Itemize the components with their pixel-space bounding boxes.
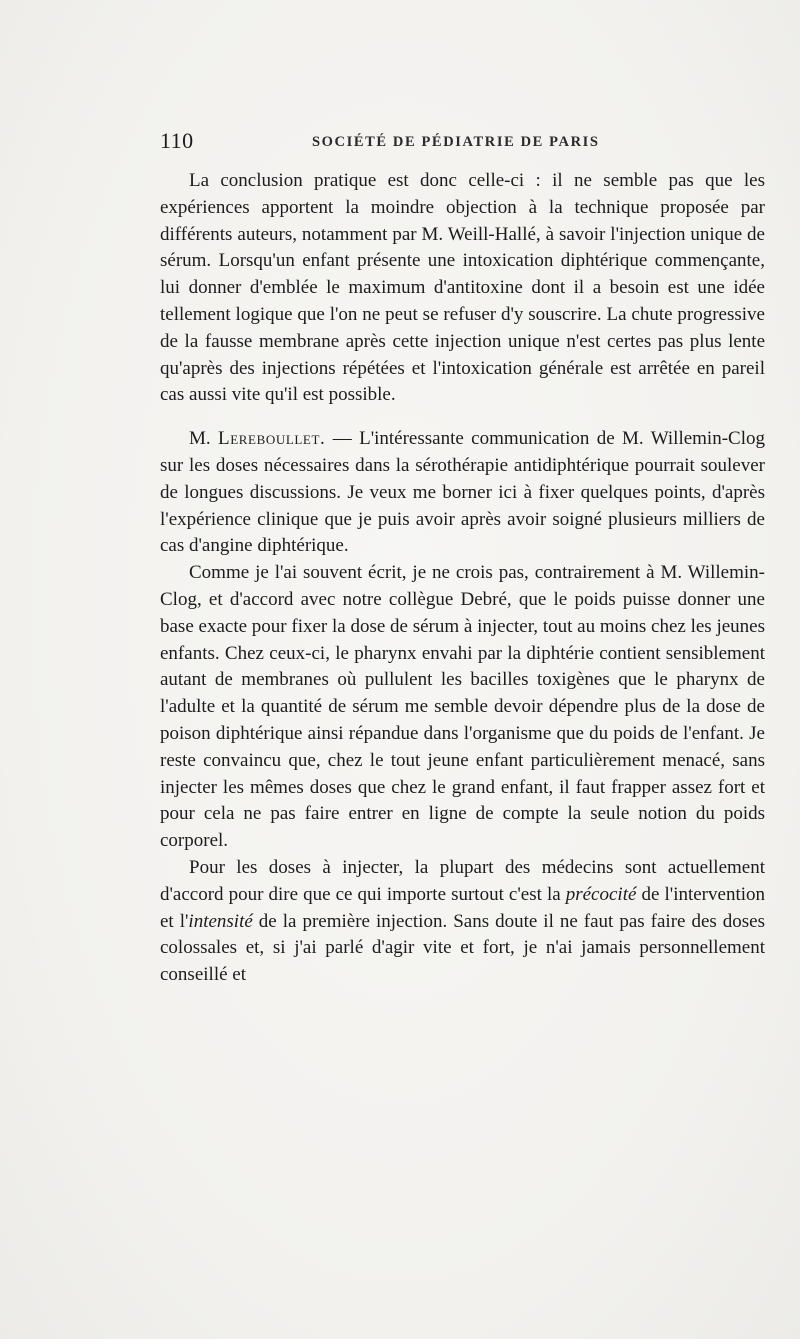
italic-intensite: intensité — [188, 910, 253, 932]
paragraph-text-middle: de l'intervention et l' — [160, 883, 766, 932]
paragraph-conclusion: La conclusion pratique est donc celle-ci : il ne semble pas que les expériences apportent la moindre objection à la technique proposée par différents auteurs, notamment par M. Weill-Hallé, à savoir l'injection unique de sérum. Lorsqu'un enfant présente une intoxication diphtérique commençante, lui donner d'emblée le maximum d'antitoxine dont il a besoin est une idée tellement logique que l'on ne peut se refuser d'y souscrire. La chute progressive de la fausse membrane après cette injection unique n'est certes pas plus lente qu'après des injections répétées et l'intoxication générale est arrêtée en pareil cas aussi vite qu'il est possible. — [160, 170, 765, 406]
speaker-name: Lereboullet. — [218, 428, 326, 450]
article-body — [160, 168, 765, 989]
paragraph-text-before: Pour les doses à injecter, la plupart des médecins sont actuellement d'accord pour dire que ce qui importe surtout c'est la — [160, 856, 765, 905]
speaker-prefix: M. — [189, 428, 219, 450]
paragraph-doses — [160, 855, 765, 989]
page-number: 110 — [160, 128, 194, 153]
paragraph-weight-dose: Comme je l'ai souvent écrit, je ne crois pas, contrairement à M. Willemin-Clog, et d'accord avec notre collègue Debré, que le poids puisse donner une base exacte pour fixer la dose de sérum à injecter, tout au moins chez les jeunes enfants. Chez ceux-ci, le pharynx envahi par la diphtérie contient sensiblement autant de membranes où pullulent les bacilles toxigènes que le pharynx de l'adulte et la quantité de sérum me semble devoir dépendre plus de la dose de poison diphtérique ainsi répandue dans l'organisme que du poids de l'enfant. Je reste convaincu que, chez le tout jeune enfant particulièrement menacé, sans injecter les mêmes doses que chez le grand enfant, il faut frapper assez fort et pour cela ne pas faire entrer en ligne de compte la seule notion du poids corporel. — [160, 562, 765, 852]
paragraph-text: — L'intéressante communication de M. Willemin-Clog sur les doses nécessaires dans la sérothérapie antidiphtérique pourrait soulever de longues discussions. Je veux me borner ici à fixer quelques points, d'après l'expérience clinique que je puis avoir après avoir soigné plusieurs milliers de cas d'angine diphtérique. — [160, 428, 765, 557]
paragraph-lereboullet-intro — [160, 426, 765, 560]
paragraph-text-after: de la première injection. Sans doute il ne faut pas faire des doses colossales et, si j'ai parlé d'agir vite et fort, je n'ai jamais personnellement conseillé et — [160, 910, 765, 986]
journal-title: SOCIÉTÉ DE PÉDIATRIE DE PARIS — [312, 134, 600, 150]
italic-precocite: précocité — [565, 883, 637, 905]
running-head — [160, 128, 768, 158]
